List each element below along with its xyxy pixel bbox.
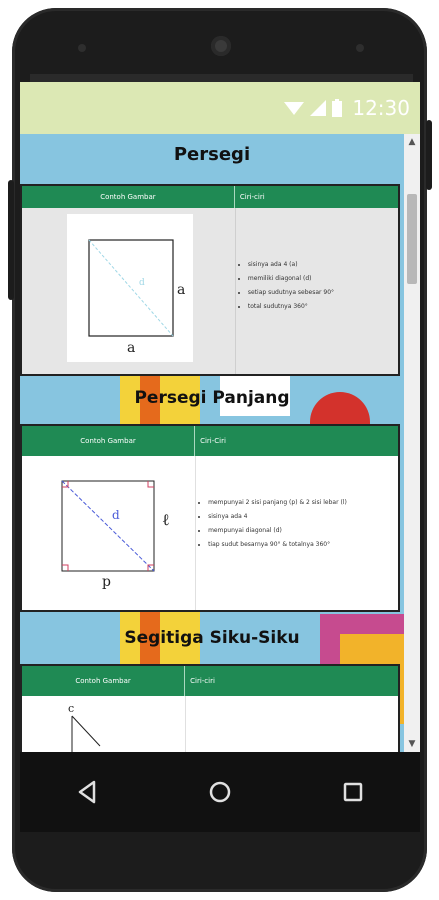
features-list: [236, 258, 398, 314]
header-ciri-ciri: Ciri-ciri: [239, 193, 265, 201]
features-list: [196, 496, 398, 552]
wifi-icon: [284, 100, 304, 116]
list-item: • mempunyai 2 sisi panjang (p) & 2 sisi lebar (l): [208, 496, 398, 510]
back-triangle-icon: [76, 780, 98, 804]
recents-square-icon: [342, 781, 364, 803]
diagonal-label: d: [139, 278, 145, 288]
table-persegi: [20, 184, 400, 376]
side-label: a: [177, 282, 186, 298]
table-header: [22, 666, 398, 696]
table-header: [22, 426, 398, 456]
volume-button: [8, 180, 14, 300]
features-cell: [185, 696, 398, 752]
signal-icon: [310, 100, 326, 116]
table-persegi-panjang: [20, 424, 400, 612]
header-ciri-ciri: Ciri-Ciri: [200, 437, 226, 445]
image-cell: [22, 696, 185, 752]
image-cell: [22, 208, 235, 374]
table-header: [22, 186, 398, 208]
list-item: • sisinya ada 4 (a): [248, 258, 398, 272]
battery-icon: [332, 99, 342, 117]
camera-icon: [211, 36, 231, 56]
scroll-thumb[interactable]: [407, 194, 417, 284]
header-contoh-gambar: Contoh Gambar: [22, 186, 235, 208]
home-circle-icon: [208, 780, 232, 804]
scroll-up-arrow-icon[interactable]: ▲: [408, 137, 416, 147]
list-item: • mempunyai diagonal (d): [208, 524, 398, 538]
power-button: [426, 120, 432, 190]
navigation-bar: [20, 752, 420, 832]
scroll-content[interactable]: [20, 134, 404, 752]
recents-button[interactable]: [333, 772, 373, 812]
section-title-persegi-panjang: Persegi Panjang: [134, 388, 290, 408]
header-ciri-ciri: Ciri-ciri: [190, 677, 215, 685]
status-time: 12:30: [352, 96, 410, 120]
side-label: ℓ: [162, 510, 170, 529]
vertex-label: c: [68, 702, 75, 715]
sensor-icon: [78, 44, 86, 52]
features-cell: [195, 456, 398, 610]
sensor-icon: [356, 44, 364, 52]
features-cell: [235, 208, 398, 374]
header-contoh-gambar: Contoh Gambar: [22, 426, 195, 456]
image-cell: [22, 456, 195, 610]
section-title-segitiga-siku-siku: Segitiga Siku-Siku: [124, 628, 300, 648]
diagonal-label: d: [112, 508, 120, 522]
list-item: • total sudutnya 360°: [248, 300, 398, 314]
back-button[interactable]: [67, 772, 107, 812]
home-button[interactable]: [200, 772, 240, 812]
bottom-label: p: [102, 574, 111, 590]
status-bar: [20, 82, 420, 134]
bottom-label: a: [127, 340, 136, 356]
vertical-scrollbar[interactable]: [404, 134, 420, 752]
square-illustration: [67, 214, 193, 362]
screen: [20, 82, 420, 752]
header-contoh-gambar: Contoh Gambar: [22, 666, 185, 696]
speaker-grille: [30, 74, 413, 82]
list-item: • tiap sudut besarnya 90° & totalnya 360°: [208, 538, 398, 552]
scroll-down-arrow-icon[interactable]: ▼: [408, 739, 416, 749]
list-item: • setiap sudutnya sebesar 90°: [248, 286, 398, 300]
section-title-persegi: Persegi: [173, 144, 251, 165]
list-item: • memiliki diagonal (d): [248, 272, 398, 286]
table-segitiga-siku-siku: [20, 664, 400, 752]
list-item: • sisinya ada 4: [208, 510, 398, 524]
